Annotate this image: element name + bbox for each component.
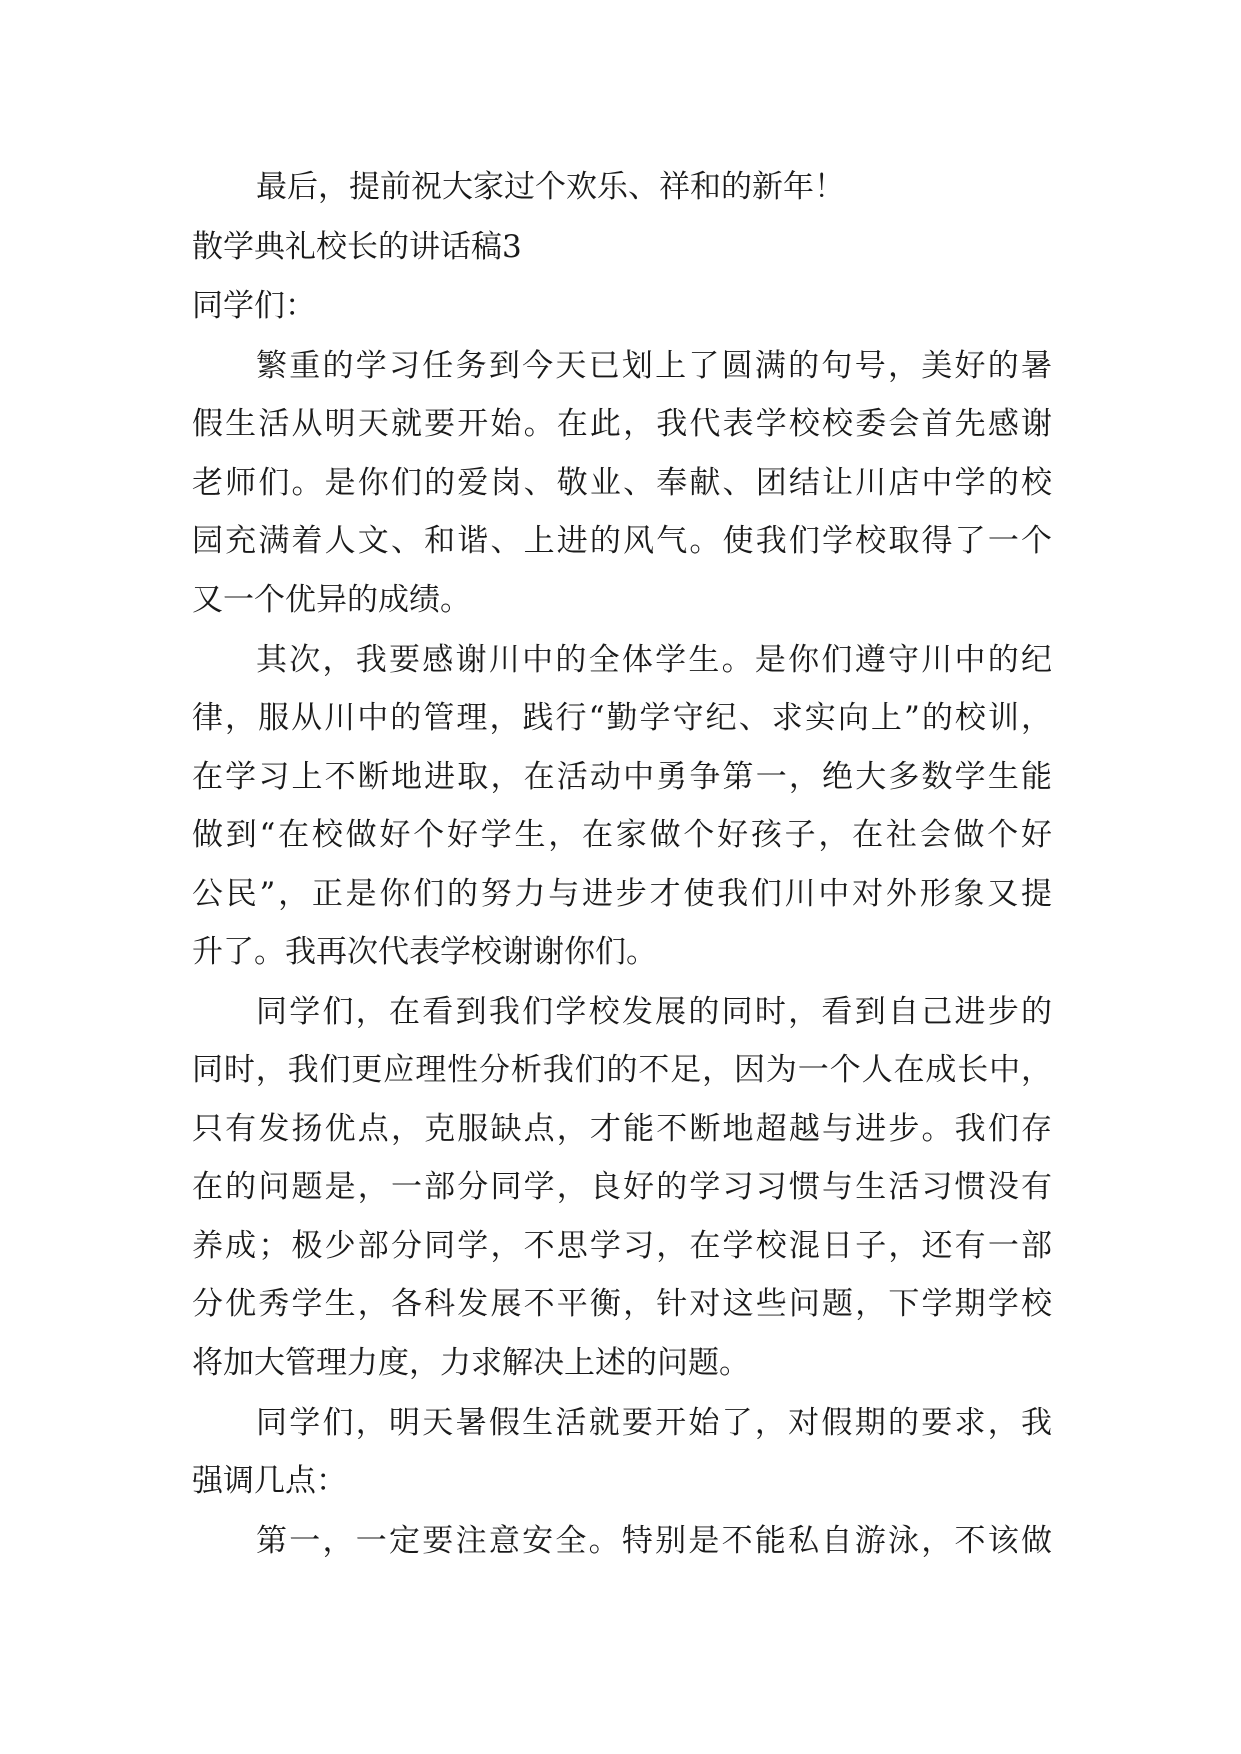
paragraph-line: 养成；极少部分同学，不思学习，在学校混日子，还有一部 — [192, 1228, 1052, 1264]
paragraph-line: 升了。我再次代表学校谢谢你们。 — [192, 934, 657, 970]
paragraph-line: 律，服从川中的管理，践行“勤学守纪、求实向上”的校训， — [192, 700, 1052, 736]
paragraph-line: 强调几点： — [192, 1463, 347, 1499]
paragraph-line: 公民”，正是你们的努力与进步才使我们川中对外形象又提 — [192, 876, 1052, 912]
paragraph-line: 同学们，明天暑假生活就要开始了，对假期的要求，我 — [256, 1405, 1052, 1441]
paragraph-line: 同学们，在看到我们学校发展的同时，看到自己进步的 — [256, 994, 1052, 1030]
paragraph-line: 只有发扬优点，克服缺点，才能不断地超越与进步。我们存 — [192, 1111, 1052, 1147]
paragraph-line: 老师们。是你们的爱岗、敬业、奉献、团结让川店中学的校 — [192, 465, 1052, 501]
paragraph-line: 又一个优异的成绩。 — [192, 582, 471, 618]
paragraph-line: 第一，一定要注意安全。特别是不能私自游泳，不该做 — [256, 1523, 1052, 1559]
paragraph-line: 繁重的学习任务到今天已划上了圆满的句号，美好的暑 — [256, 348, 1052, 384]
paragraph-line: 园充满着人文、和谐、上进的风气。使我们学校取得了一个 — [192, 523, 1052, 559]
paragraph-line: 在的问题是，一部分同学，良好的学习习惯与生活习惯没有 — [192, 1169, 1052, 1205]
paragraph-line: 同时，我们更应理性分析我们的不足，因为一个人在成长中， — [192, 1052, 1052, 1088]
closing-wish-line: 最后，提前祝大家过个欢乐、祥和的新年！ — [256, 169, 845, 205]
section-title: 散学典礼校长的讲话稿3 — [192, 229, 522, 265]
paragraph-line: 在学习上不断地进取，在活动中勇争第一，绝大多数学生能 — [192, 759, 1052, 795]
salutation: 同学们： — [192, 288, 316, 324]
paragraph-line: 其次，我要感谢川中的全体学生。是你们遵守川中的纪 — [256, 642, 1052, 678]
paragraph-line: 做到“在校做好个好学生，在家做个好孩子，在社会做个好 — [192, 817, 1052, 853]
paragraph-line: 将加大管理力度，力求解决上述的问题。 — [192, 1345, 750, 1381]
paragraph-line: 分优秀学生，各科发展不平衡，针对这些问题，下学期学校 — [192, 1286, 1052, 1322]
paragraph-line: 假生活从明天就要开始。在此，我代表学校校委会首先感谢 — [192, 406, 1052, 442]
